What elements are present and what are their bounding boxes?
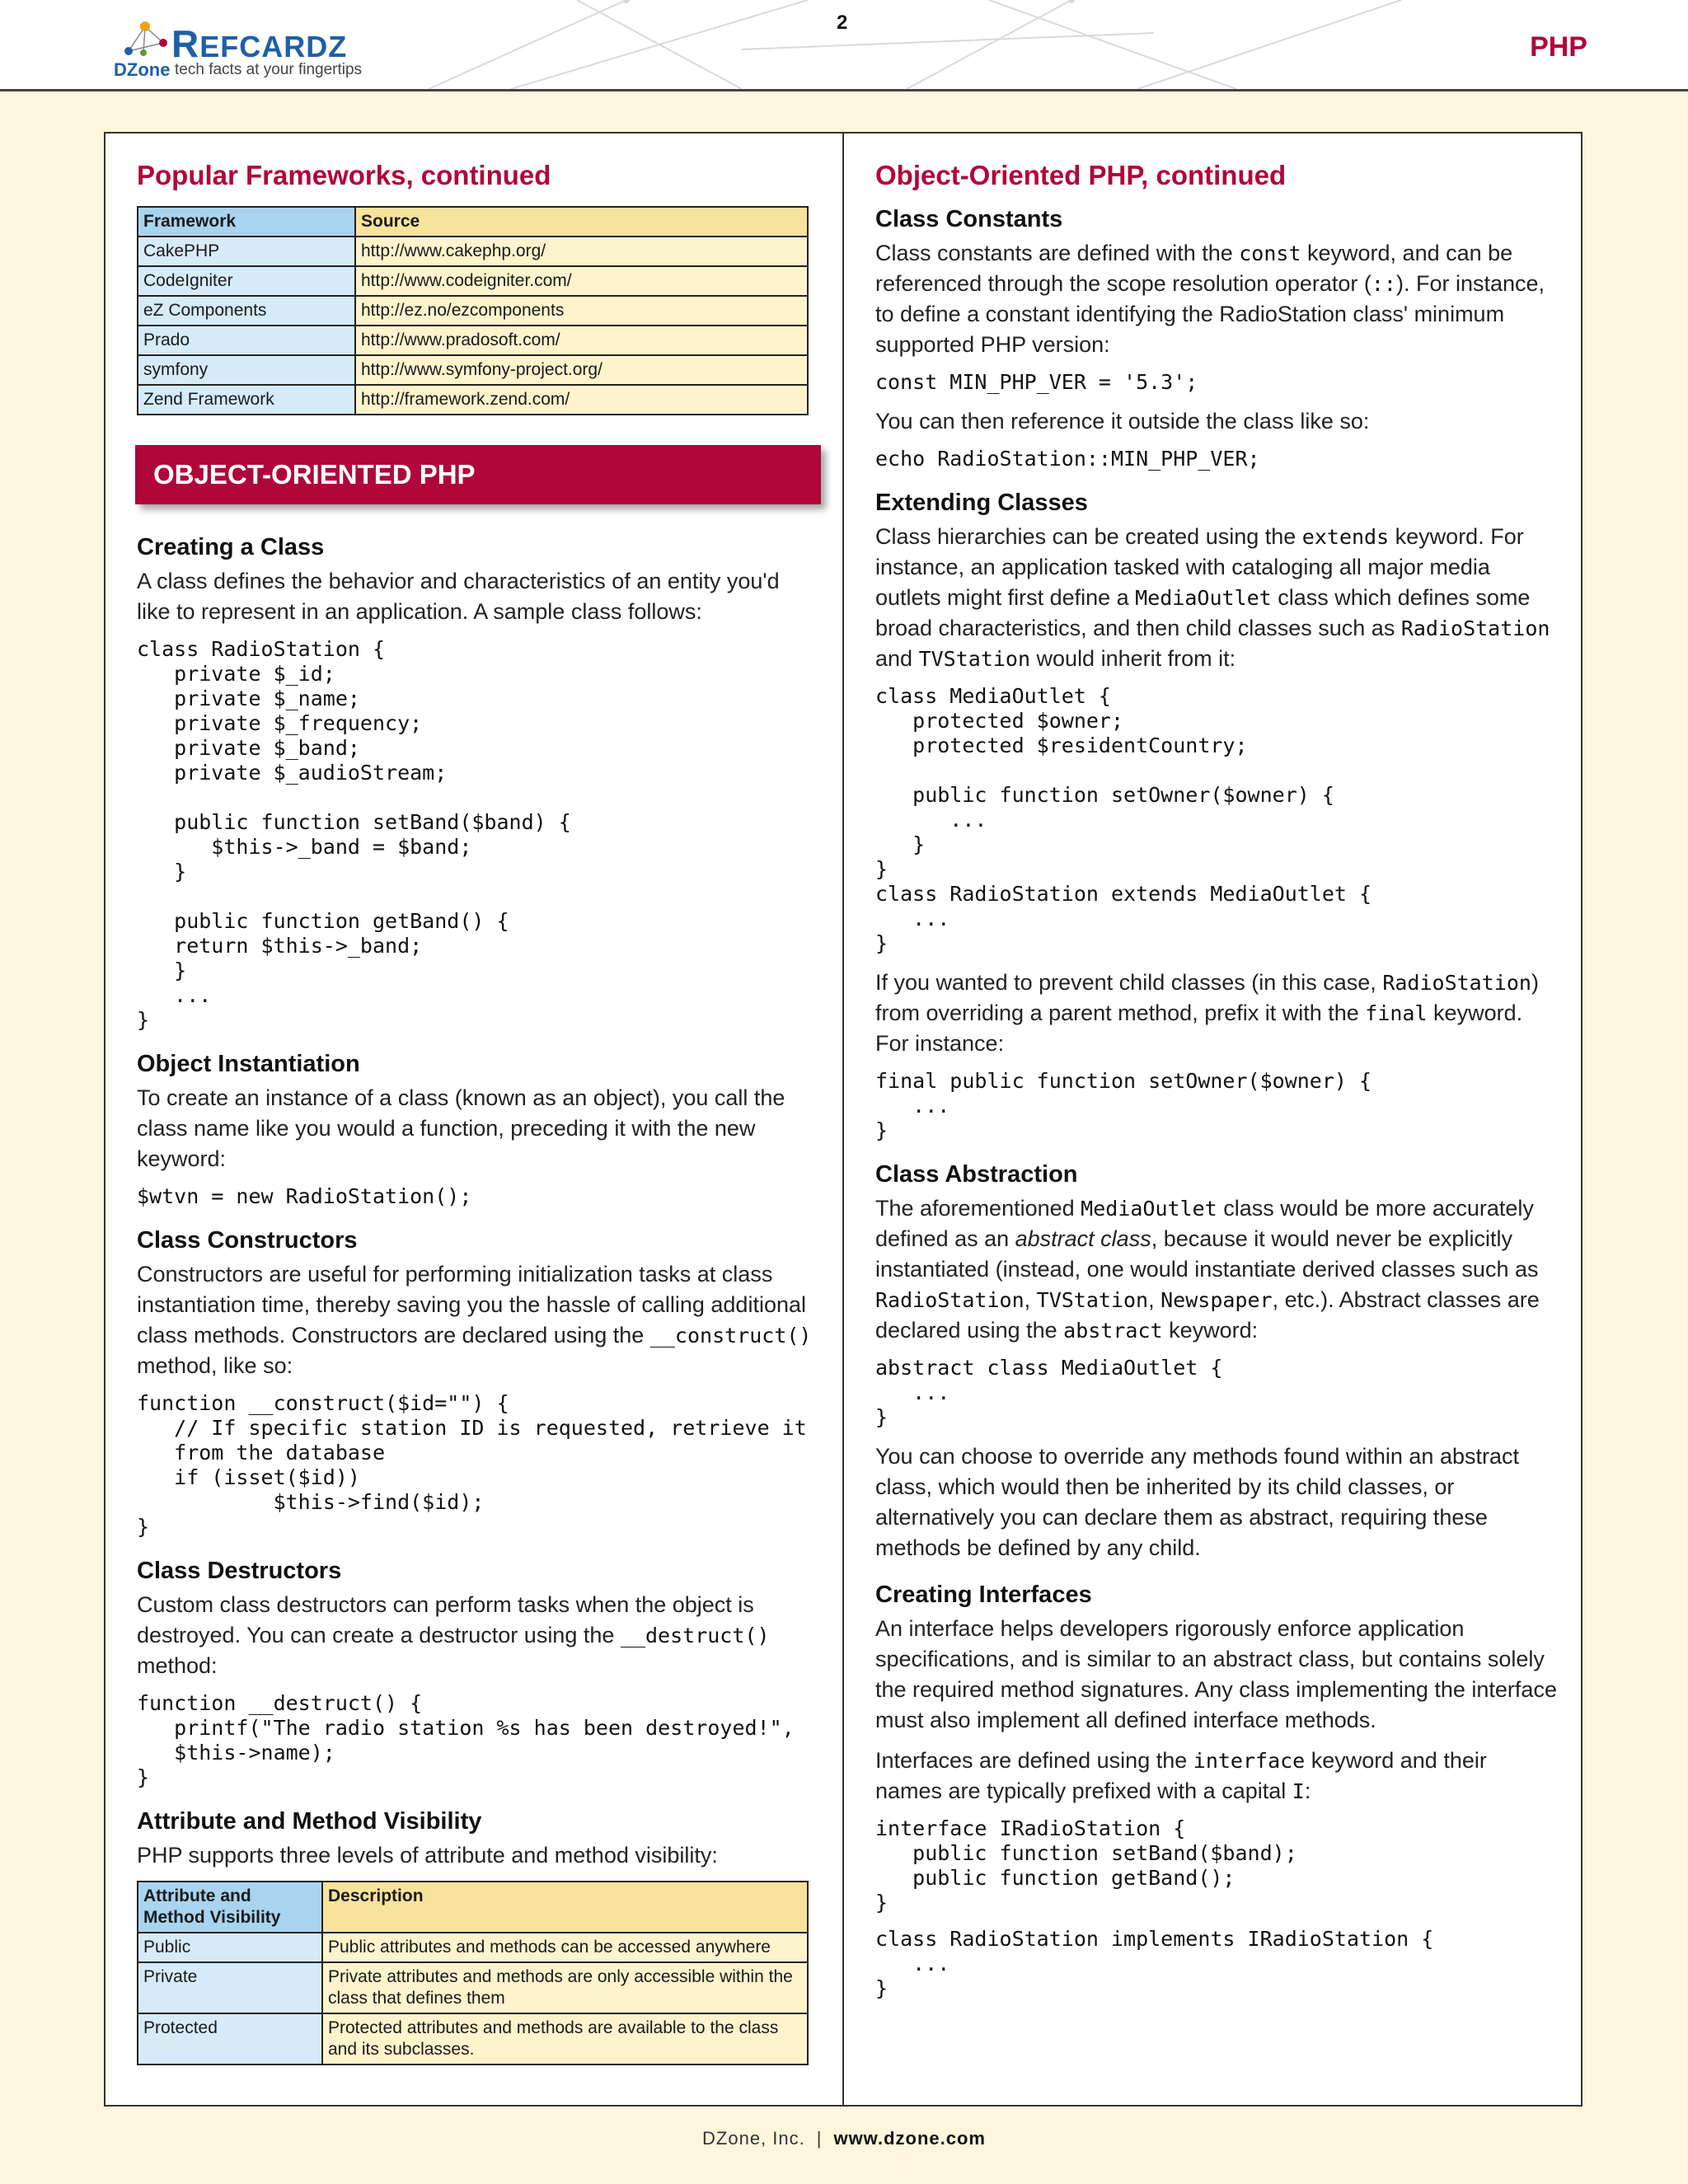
object-instantiation-text: To create an instance of a class (known as an object), you call the class name like you would a function, preceding it with the new keyword:	[137, 1085, 785, 1171]
object-instantiation-title: Object Instantiation	[137, 1051, 360, 1077]
logo-dzone: DZone	[114, 59, 171, 80]
class-destructors-code: function __destruct() { printf("The radio station %s has been destroyed!", $this->name); }	[137, 1691, 795, 1789]
class-destructors-text: Custom class destructors can perform tasks when the object is destroyed. You can create a destructor using the __destruct() method:	[137, 1592, 770, 1678]
footer-separator: |	[816, 2128, 823, 2149]
class-abstraction-title: Class Abstraction	[875, 1161, 1078, 1188]
page-number: 2	[837, 12, 848, 34]
framework-url[interactable]: http://www.symfony-project.org/	[355, 355, 808, 385]
table-row	[138, 1962, 808, 2013]
framework-url[interactable]: http://ez.no/ezcomponents	[355, 296, 808, 326]
creating-interfaces-text: An interface helps developers rigorously enforce application specifications, and is similar to an abstract class, but contains solely the required method signatures. Any class implementing the interface must also implement all defined interface methods.	[875, 1616, 1557, 1732]
class-destructors-title: Class Destructors	[137, 1558, 342, 1584]
footer-company: DZone, Inc.	[702, 2128, 805, 2149]
table-row	[138, 2013, 808, 2064]
creating-interfaces-text-2: Interfaces are defined using the interface keyword and their names are typically prefixed with a capital I:	[875, 1748, 1487, 1803]
class-constants-title: Class Constants	[875, 206, 1063, 232]
frameworks-heading: Popular Frameworks, continued	[137, 160, 551, 190]
logo-brand: REFCARDZ	[171, 22, 348, 65]
table-row	[138, 1933, 808, 1962]
oop-section-banner: OBJECT-ORIENTED PHP	[135, 445, 821, 504]
class-constants-code-2: echo RadioStation::MIN_PHP_VER;	[875, 447, 1260, 471]
table-row	[138, 355, 808, 385]
extending-classes-text-2: If you wanted to prevent child classes (in this case, RadioStation) from overriding a parent method, prefix it with the final keyword. For instance:	[875, 970, 1539, 1056]
visibility-level: Protected	[138, 2013, 322, 2064]
extending-classes-title: Extending Classes	[875, 490, 1088, 516]
visibility-level: Private	[138, 1962, 322, 2013]
right-column	[875, 132, 1559, 2013]
class-constants-code: const MIN_PHP_VER = '5.3';	[875, 370, 1198, 394]
extending-classes-text: Class hierarchies can be created using the extends keyword. For instance, an application tasked with cataloging all major media outlets might first define a MediaOutlet class which defines some broad characteristics, and then child classes such as RadioStation and TVStation would inherit from it:	[875, 524, 1550, 671]
framework-name: CodeIgniter	[138, 266, 355, 296]
creating-class-code: class RadioStation { private $_id; private $_name; private $_frequency; private $_band; private $_audioStream; public function setBand($band) { $this->_band = $band; } public function getBand() { return $this->_band; } ... }	[137, 637, 571, 1032]
column-divider	[842, 132, 844, 2107]
refcardz-logo	[114, 18, 377, 84]
class-constructors-title: Class Constructors	[137, 1227, 358, 1254]
creating-class-text: A class defines the behavior and characteristics of an entity you'd like to represent in an application. A sample class follows:	[137, 569, 780, 624]
visibility-text: PHP supports three levels of attribute and method visibility:	[137, 1843, 718, 1868]
object-instantiation-code: $wtvn = new RadioStation();	[137, 1184, 472, 1208]
class-constructors-text: Constructors are useful for performing initialization tasks at class instantiation time, thereby saving you the hassle of calling additional class methods. Constructors are declared using the __construct() method, like so:	[137, 1262, 812, 1378]
page-header	[0, 0, 1688, 91]
framework-name: Prado	[138, 326, 355, 355]
framework-name: CakePHP	[138, 237, 355, 266]
oop-continued-heading: Object-Oriented PHP, continued	[875, 160, 1287, 190]
table-row	[138, 237, 808, 266]
table-row	[138, 385, 808, 415]
class-constants-text: Class constants are defined with the const keyword, and can be referenced through the scope resolution operator (::). For instance, to define a constant identifying the RadioStation class' minimum supported PHP version:	[875, 241, 1545, 357]
creating-interfaces-code: interface IRadioStation { public function setBand($band); public function getBand(); }	[875, 1816, 1297, 1915]
framework-url[interactable]: http://www.cakephp.org/	[355, 237, 808, 266]
footer-url[interactable]: www.dzone.com	[833, 2128, 986, 2149]
framework-name: symfony	[138, 355, 355, 385]
page-footer	[0, 2128, 1688, 2149]
class-abstraction-text: The aforementioned MediaOutlet class would be more accurately defined as an abstract class, because it would never be explicitly instantiated (instead, one would instantiate derived classes such as RadioStation, TVStation, Newspaper, etc.). Abstract classes are declared using the abstract keyword:	[875, 1196, 1540, 1343]
table-header: Source	[355, 207, 808, 237]
logo-network-icon	[120, 18, 170, 59]
document-subject: PHP	[1530, 31, 1587, 63]
frameworks-table	[137, 206, 809, 415]
extending-classes-code: class MediaOutlet { protected $owner; protected $residentCountry; public function setOwner($owner) { ... } } class RadioStation extends MediaOutlet { ... }	[875, 684, 1372, 955]
visibility-description: Public attributes and methods can be accessed anywhere	[322, 1933, 808, 1962]
class-abstraction-code: abstract class MediaOutlet { ... }	[875, 1356, 1223, 1429]
left-column	[137, 132, 813, 2065]
framework-name: Zend Framework	[138, 385, 355, 415]
table-row	[138, 326, 808, 355]
framework-url[interactable]: http://framework.zend.com/	[355, 385, 808, 415]
creating-interfaces-title: Creating Interfaces	[875, 1582, 1092, 1608]
class-abstraction-text-2: You can choose to override any methods found within an abstract class, which would then be inherited by its child classes, or alternatively you can declare them as abstract, requiring these methods be defined by any child.	[875, 1444, 1519, 1560]
creating-interfaces-code-2: class RadioStation implements IRadioStation { ... }	[875, 1927, 1434, 2000]
framework-name: eZ Components	[138, 296, 355, 326]
extending-classes-code-2: final public function setOwner($owner) { ... }	[875, 1069, 1372, 1142]
table-header: Framework	[138, 207, 355, 237]
table-header: Attribute and Method Visibility	[138, 1882, 322, 1933]
framework-url[interactable]: http://www.pradosoft.com/	[355, 326, 808, 355]
visibility-description: Private attributes and methods are only accessible within the class that defines them	[322, 1962, 808, 2013]
logo-tagline: tech facts at your fingertips	[175, 61, 363, 78]
visibility-title: Attribute and Method Visibility	[137, 1808, 482, 1835]
table-header: Description	[322, 1882, 808, 1933]
visibility-level: Public	[138, 1933, 322, 1962]
visibility-table	[137, 1881, 809, 2065]
framework-url[interactable]: http://www.codeigniter.com/	[355, 266, 808, 296]
visibility-description: Protected attributes and methods are available to the class and its subclasses.	[322, 2013, 808, 2064]
class-constructors-code: function __construct($id="") { // If specific station ID is requested, retrieve it from the database if (isset($id)) $this->find($id); }	[137, 1391, 807, 1539]
table-row	[138, 296, 808, 326]
table-row	[138, 266, 808, 296]
creating-class-title: Creating a Class	[137, 534, 325, 560]
class-constants-text-2: You can then reference it outside the class like so:	[875, 409, 1370, 434]
